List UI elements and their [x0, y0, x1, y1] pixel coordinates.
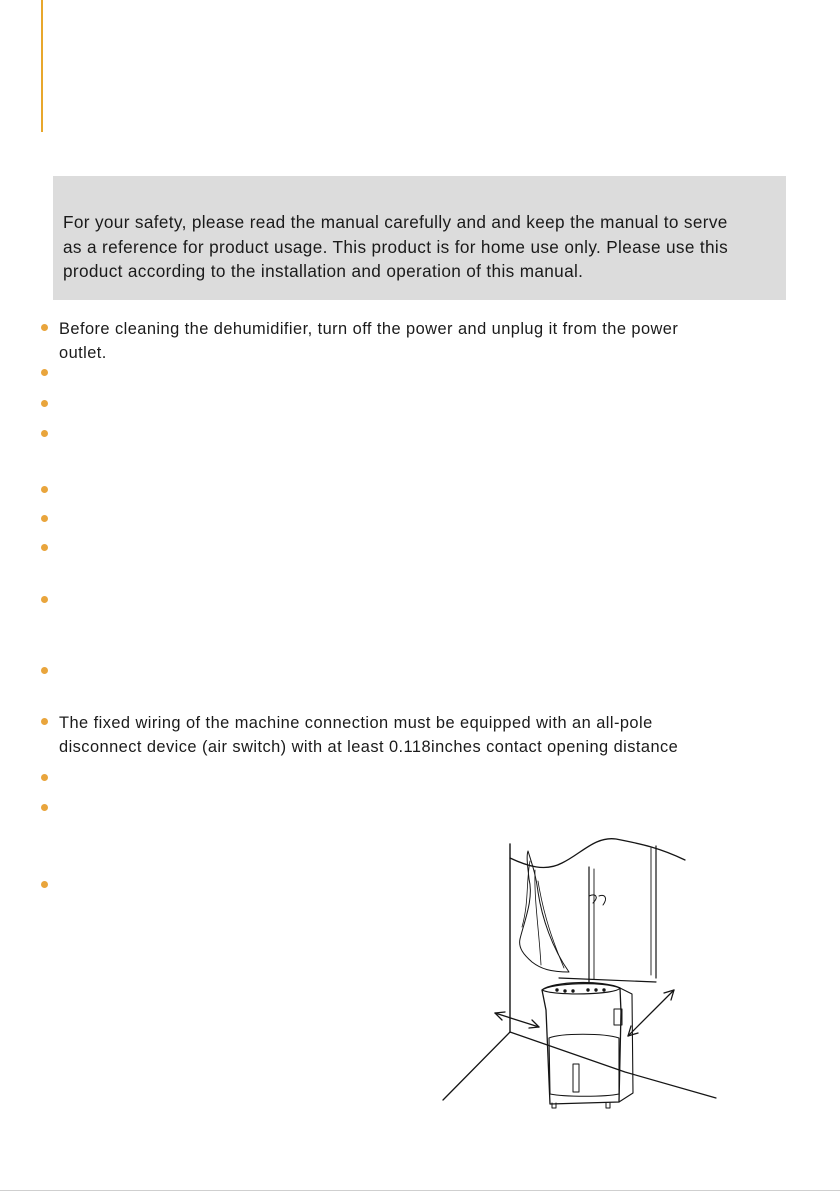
orange-dot-icon [41, 544, 48, 551]
bullet-text [59, 593, 789, 617]
orange-dot-icon [41, 774, 48, 781]
bullet-line-2: disconnect device (air switch) with at least 0.118inches contact opening distance [59, 738, 679, 756]
bullet-line-2: outlet. [59, 344, 107, 362]
bullet-item-12 [0, 801, 840, 821]
control-button-3 [571, 989, 574, 992]
dehumidifier-clearance-illustration [438, 836, 722, 1110]
orange-dot-icon [41, 430, 48, 437]
window-frame-bottom [559, 978, 656, 982]
control-button-1 [555, 988, 558, 991]
window-handle-left [589, 895, 596, 903]
bullet-text [59, 711, 789, 759]
bullet-item-3 [0, 397, 840, 417]
bullet-item-1 [0, 317, 840, 362]
safety-notice-line-3: product according to the installation and operation of this manual. [63, 261, 584, 281]
bullet-text [59, 512, 789, 536]
bullet-text [59, 664, 789, 688]
bullet-text [59, 317, 789, 365]
orange-dot-icon [41, 718, 48, 725]
bullet-item-8 [0, 593, 840, 613]
orange-dot-icon [41, 486, 48, 493]
bullet-line-1: The fixed wiring of the machine connection must be equipped with an all-pole [59, 714, 653, 732]
safety-notice-line-1: For your safety, please read the manual carefully and and keep the manual to serve [63, 212, 728, 232]
bullet-text [59, 397, 789, 421]
page-bottom-line [0, 1190, 840, 1191]
bullet-item-6 [0, 512, 840, 532]
orange-dot-icon [41, 596, 48, 603]
bullet-text [59, 801, 789, 825]
orange-dot-icon [41, 369, 48, 376]
curtain-fold-3 [538, 881, 564, 968]
bullet-item-4 [0, 427, 840, 447]
bullet-item-9 [0, 664, 840, 684]
bullet-item-7 [0, 541, 840, 561]
orange-dot-icon [41, 400, 48, 407]
window-handle-right [599, 895, 606, 905]
bullet-line-1: Before cleaning the dehumidifier, turn off the power and unplug it from the power [59, 320, 679, 338]
orange-dot-icon [41, 667, 48, 674]
bullet-item-10 [0, 711, 840, 756]
orange-dot-icon [41, 881, 48, 888]
dehumidifier-water-tank [549, 1034, 619, 1096]
control-button-4 [586, 988, 589, 991]
safety-notice-line-2: as a reference for product usage. This product is for home use only. Please use this [63, 236, 729, 257]
window-top-curve [510, 839, 685, 868]
curtain-fold-2 [535, 870, 541, 965]
bullet-text [59, 771, 789, 795]
orange-dot-icon [41, 324, 48, 331]
control-button-2 [563, 989, 566, 992]
floor-corner-line [443, 1032, 510, 1100]
orange-dot-icon [41, 804, 48, 811]
control-button-6 [602, 988, 605, 991]
control-button-5 [594, 988, 597, 991]
bullet-item-2 [0, 366, 840, 386]
rear-clearance-arrow [628, 990, 674, 1036]
bullet-text [59, 366, 789, 390]
dehumidifier-body [542, 983, 621, 1104]
bullet-item-5 [0, 483, 840, 503]
bullet-item-11 [0, 771, 840, 791]
floor-edge-line [510, 1032, 716, 1098]
bullet-text [59, 427, 789, 451]
bullet-text [59, 541, 789, 565]
dehumidifier-caster-right [606, 1103, 610, 1108]
dehumidifier-tank-window [573, 1064, 579, 1092]
bullet-text [59, 483, 789, 507]
orange-dot-icon [41, 515, 48, 522]
